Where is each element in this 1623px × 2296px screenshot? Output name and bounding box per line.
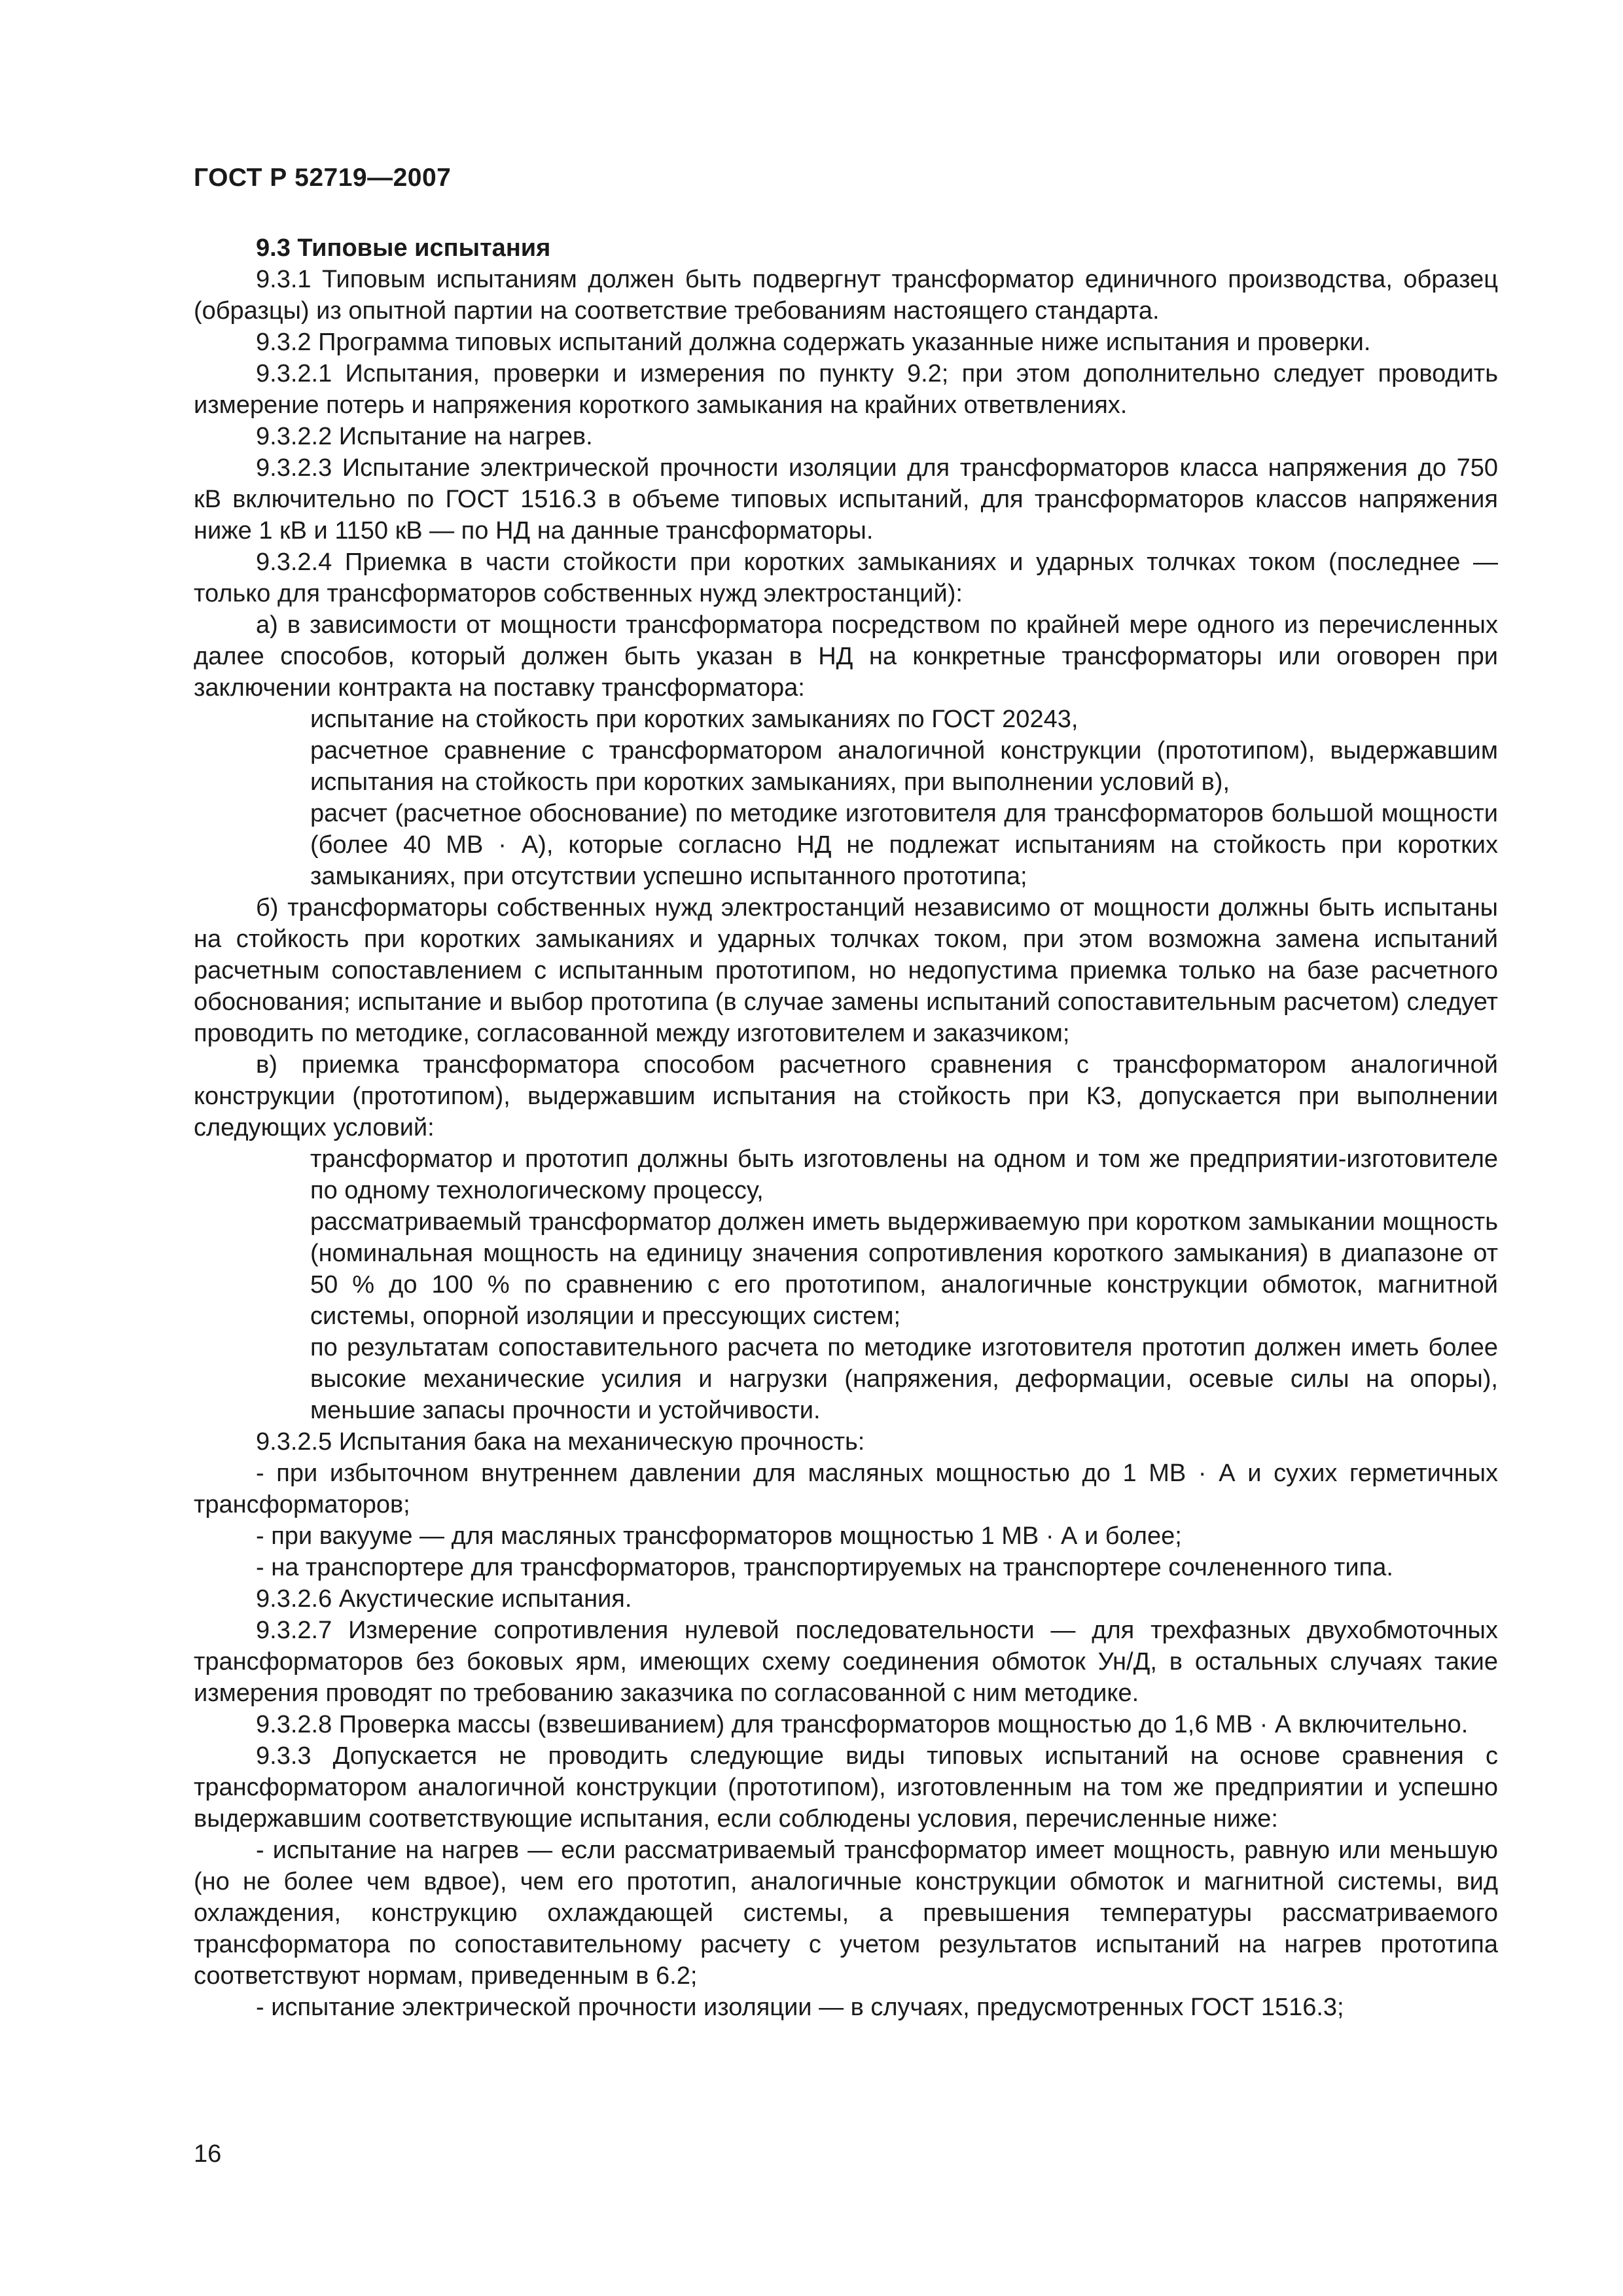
list-item: рассматриваемый трансформатор должен иметь выдерживаемую при коротком замыкании мощность (номинальная мощность на единицу значения сопротивления короткого замыкания) в диапазоне от 50 % до 100 % по сравнению с его прототипом, аналогичные конструкции обмоток, магнитной системы, опорной изоляции и прессующих систем; — [310, 1208, 1498, 1330]
list-item: трансформатор и прототип должны быть изготовлены на одном и том же предприятии-изготовителе по одному технологическому процессу, — [310, 1145, 1498, 1204]
paragraph: 9.3.2.8 Проверка массы (взвешиванием) для трансформаторов мощностью до 1,6 МВ · А включительно. — [256, 1711, 1469, 1738]
section-heading: 9.3 Типовые испытания — [256, 234, 551, 262]
paragraph: а) в зависимости от мощности трансформатора посредством по крайней мере одного из перечисленных далее способов, который должен быть указан в НД на конкретные трансформаторы или оговорен при заключении контракта на поставку трансформатора: — [194, 611, 1498, 702]
list-item: расчетное сравнение с трансформатором аналогичной конструкции (прототипом), выдержавшим испытания на стойкость при коротких замыканиях, при выполнении условий в), — [310, 737, 1498, 796]
list-item: по результатам сопоставительного расчета по методике изготовителя прототип должен иметь более высокие механические усилия и нагрузки (напряжения, деформации, осевые силы на опоры), меньшие запасы прочности и устойчивости. — [310, 1334, 1498, 1424]
paragraph: - при вакууме — для масляных трансформаторов мощностью 1 МВ · А и более; — [256, 1522, 1182, 1550]
paragraph: - испытание на нагрев — если рассматриваемый трансформатор имеет мощность, равную или меньшую (но не более чем вдвое), чем его прототип, аналогичные конструкции обмоток и магнитной системы, вид охлаждения, конструкцию охлаждающей системы, а превышения температуры рассматриваемого трансформатора по сопоставительному расчету с учетом результатов испытаний на нагрев прототипа соответствуют нормам, приведенным в 6.2; — [194, 1837, 1498, 1990]
paragraph: - при избыточном внутреннем давлении для масляных мощностью до 1 МВ · А и сухих герметичных трансформаторов; — [194, 1460, 1498, 1518]
paragraph: 9.3.2.1 Испытания, проверки и измерения по пункту 9.2; при этом дополнительно следует проводить измерение потерь и напряжения короткого замыкания на крайних ответвлениях. — [194, 360, 1498, 419]
paragraph: - испытание электрической прочности изоляции — в случаях, предусмотренных ГОСТ 1516.3; — [256, 1994, 1344, 2021]
document-header: ГОСТ Р 52719—2007 — [194, 164, 452, 192]
paragraph: 9.3.1 Типовым испытаниям должен быть подвергнут трансформатор единичного производства, образец (образцы) из опытной партии на соответствие требованиям настоящего стандарта. — [194, 266, 1498, 325]
list-item: испытание на стойкость при коротких замыканиях по ГОСТ 20243, — [310, 706, 1079, 733]
page-number: 16 — [194, 2140, 222, 2168]
paragraph: 9.3.2.2 Испытание на нагрев. — [256, 423, 593, 450]
paragraph: - на транспортере для трансформаторов, транспортируемых на транспортере сочлененного типа. — [256, 1554, 1393, 1581]
paragraph: 9.3.2 Программа типовых испытаний должна содержать указанные ниже испытания и проверки. — [256, 329, 1371, 356]
paragraph: 9.3.2.5 Испытания бака на механическую прочность: — [256, 1428, 865, 1456]
paragraph: в) приемка трансформатора способом расчетного сравнения с трансформатором аналогичной конструкции (прототипом), выдержавшим испытания на стойкость при КЗ, допускается при выполнении следующих условий: — [194, 1051, 1498, 1141]
paragraph: 9.3.3 Допускается не проводить следующие виды типовых испытаний на основе сравнения с трансформатором аналогичной конструкции (прототипом), изготовленным на том же предприятии и успешно выдержавшим соответствующие испытания, если соблюдены условия, перечисленные ниже: — [194, 1742, 1498, 1833]
paragraph: 9.3.2.4 Приемка в части стойкости при коротких замыканиях и ударных толчках током (последнее — только для трансформаторов собственных нужд электростанций): — [194, 548, 1498, 607]
list-item: расчет (расчетное обоснование) по методике изготовителя для трансформаторов большой мощности (более 40 МВ · А), которые согласно НД не подлежат испытаниям на стойкость при коротких замыканиях, при отсутствии успешно испытанного прототипа; — [310, 800, 1498, 890]
paragraph: 9.3.2.7 Измерение сопротивления нулевой последовательности — для трехфазных двухобмоточных трансформаторов без боковых ярм, имеющих схему соединения обмоток Ун/Д, в остальных случаях такие измерения проводят по требованию заказчика по согласованной с ним методике. — [194, 1617, 1498, 1707]
paragraph: 9.3.2.6 Акустические испытания. — [256, 1585, 632, 1613]
paragraph: 9.3.2.3 Испытание электрической прочности изоляции для трансформаторов класса напряжения до 750 кВ включительно по ГОСТ 1516.3 в объеме типовых испытаний, для трансформаторов классов напряжения ниже 1 кВ и 1150 кВ — по НД на данные трансформаторы. — [194, 454, 1498, 545]
paragraph: б) трансформаторы собственных нужд электростанций независимо от мощности должны быть испытаны на стойкость при коротких замыканиях и ударных толчках током, при этом возможна замена испытаний расчетным сопоставлением с испытанным прототипом, но недопустима приемка только на базе расчетного обоснования; испытание и выбор прототипа (в случае замены испытаний сопоставительным расчетом) следует проводить по методике, согласованной между изготовителем и заказчиком; — [194, 894, 1498, 1047]
document-body — [194, 232, 1498, 2023]
